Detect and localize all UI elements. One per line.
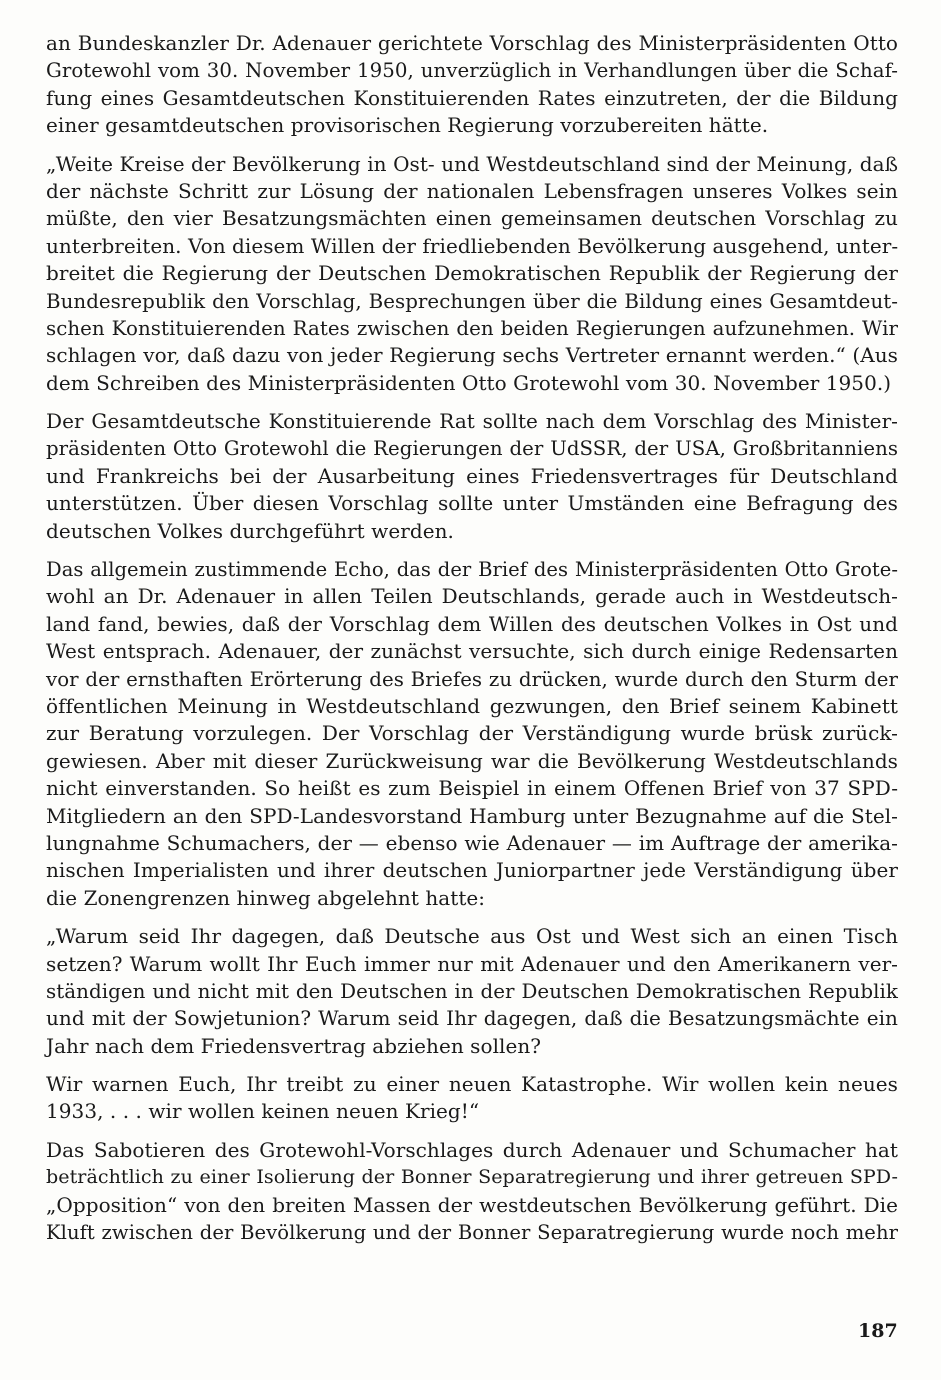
text-line: 1933, . . . wir wollen keinen neuen Krieg!“	[46, 1099, 480, 1124]
text-line: Der Gesamtdeutsche Konstituierende Rat sollte nach dem Vorschlag des Minister-	[46, 409, 898, 434]
quote-paragraph	[46, 1071, 898, 1126]
quote-paragraph	[46, 151, 898, 398]
text-line: Mitgliedern an den SPD-Landesvorstand Hamburg unter Bezugnahme auf die Stel-	[46, 803, 898, 828]
paragraph	[46, 408, 898, 545]
quote-paragraph	[46, 923, 898, 1060]
text-line: wohl an Dr. Adenauer in allen Teilen Deutschlands, gerade auch in Westdeutsch-	[46, 584, 898, 609]
paragraph	[46, 556, 898, 912]
text-line: West entsprach. Adenauer, der zunächst versuchte, sich durch einige Redensarten	[46, 639, 898, 664]
text-line: beträchtlich zu einer Isolierung der Bonner Separatregierung und ihrer getreuen SPD-	[46, 1166, 898, 1189]
text-line: unterstützen. Über diesen Vorschlag sollte unter Umständen eine Befragung des	[46, 491, 898, 516]
text-line: müßte, den vier Besatzungsmächten einen gemeinsamen deutschen Vorschlag zu	[46, 206, 898, 231]
text-line: fung eines Gesamtdeutschen Konstituierenden Rates einzutreten, der die Bildung	[46, 85, 898, 110]
text-line: schen Konstituierenden Rates zwischen den beiden Regierungen aufzunehmen. Wir	[46, 316, 898, 340]
text-line: ständigen und nicht mit den Deutschen in der Deutschen Demokratischen Republik	[46, 979, 898, 1003]
text-line: vor der ernsthaften Erörterung des Briefes zu drücken, wurde durch den Sturm der	[46, 667, 898, 691]
text-line: „Weite Kreise der Bevölkerung in Ost- und Westdeutschland sind der Meinung, daß	[46, 151, 898, 176]
text-line: setzen? Warum wollt Ihr Euch immer nur mit Adenauer und den Amerikanern ver-	[46, 951, 898, 976]
text-line: dem Schreiben des Ministerpräsidenten Otto Grotewohl vom 30. November 1950.)	[46, 370, 892, 395]
paragraph	[46, 1137, 898, 1247]
body-text	[46, 30, 898, 1246]
text-line: nicht einverstanden. So heißt es zum Beispiel in einem Offenen Brief von 37 SPD-	[46, 776, 898, 801]
text-line: an Bundeskanzler Dr. Adenauer gerichtete Vorschlag des Ministerpräsidenten Otto	[46, 31, 898, 55]
text-line: schlagen vor, daß dazu von jeder Regierung sechs Vertreter ernannt werden.“ (Aus	[46, 343, 898, 368]
text-line: Grotewohl vom 30. November 1950, unverzüglich in Verhandlungen über die Schaf-	[46, 59, 898, 83]
text-line: einer gesamtdeutschen provisorischen Regierung vorzubereiten hätte.	[46, 113, 769, 138]
text-line: unterbreiten. Von diesem Willen der friedliebenden Bevölkerung ausgehend, unter-	[46, 233, 899, 258]
text-line: Das Sabotieren des Grotewohl-Vorschlages durch Adenauer und Schumacher hat	[46, 1137, 898, 1162]
text-line: präsidenten Otto Grotewohl die Regierungen der UdSSR, der USA, Großbritanniens	[46, 437, 898, 461]
text-line: „Opposition“ von den breiten Massen der westdeutschen Bevölkerung geführt. Die	[46, 1192, 898, 1217]
text-line: und mit der Sowjetunion? Warum seid Ihr dagegen, daß die Besatzungsmächte ein	[46, 1006, 898, 1031]
text-line: Jahr nach dem Friedensvertrag abziehen sollen?	[46, 1033, 542, 1058]
text-line: nischen Imperialisten und ihrer deutschen Juniorpartner jede Verständigung über	[46, 858, 898, 883]
text-line: land fand, bewies, daß der Vorschlag dem Willen des deutschen Volkes in Ost und	[46, 611, 898, 636]
paragraph	[46, 30, 898, 140]
text-line: und Frankreichs bei der Ausarbeitung eines Friedensvertrages für Deutschland	[46, 463, 898, 488]
text-line: der nächste Schritt zur Lösung der nationalen Lebensfragen unseres Volkes sein	[46, 178, 898, 203]
text-line: Wir warnen Euch, Ihr treibt zu einer neuen Katastrophe. Wir wollen kein neues	[46, 1072, 898, 1097]
text-line: breitet die Regierung der Deutschen Demokratischen Republik der Regierung der	[46, 261, 898, 286]
text-line: zur Beratung vorzulegen. Der Vorschlag der Verständigung wurde brüsk zurück-	[46, 721, 898, 746]
text-line: Bundesrepublik den Vorschlag, Besprechungen über die Bildung eines Gesamtdeut-	[46, 289, 898, 313]
page-number: 187	[858, 1320, 898, 1342]
text-line: Das allgemein zustimmende Echo, das der Brief des Ministerpräsidenten Otto Grote-	[46, 558, 898, 582]
text-line: „Warum seid Ihr dagegen, daß Deutsche aus Ost und West sich an einen Tisch	[46, 924, 898, 949]
text-line: öffentlichen Meinung in Westdeutschland gezwungen, den Brief seinem Kabinett	[46, 693, 898, 718]
text-line: lungnahme Schumachers, der — ebenso wie Adenauer — im Auftrage der amerika-	[46, 830, 898, 855]
text-line: deutschen Volkes durchgeführt werden.	[46, 518, 454, 543]
text-line: gewiesen. Aber mit dieser Zurückweisung war die Bevölkerung Westdeutschlands	[46, 748, 898, 773]
text-line: die Zonengrenzen hinweg abgelehnt hatte:	[46, 885, 486, 910]
text-line: Kluft zwischen der Bevölkerung und der Bonner Separatregierung wurde noch mehr	[46, 1221, 898, 1245]
